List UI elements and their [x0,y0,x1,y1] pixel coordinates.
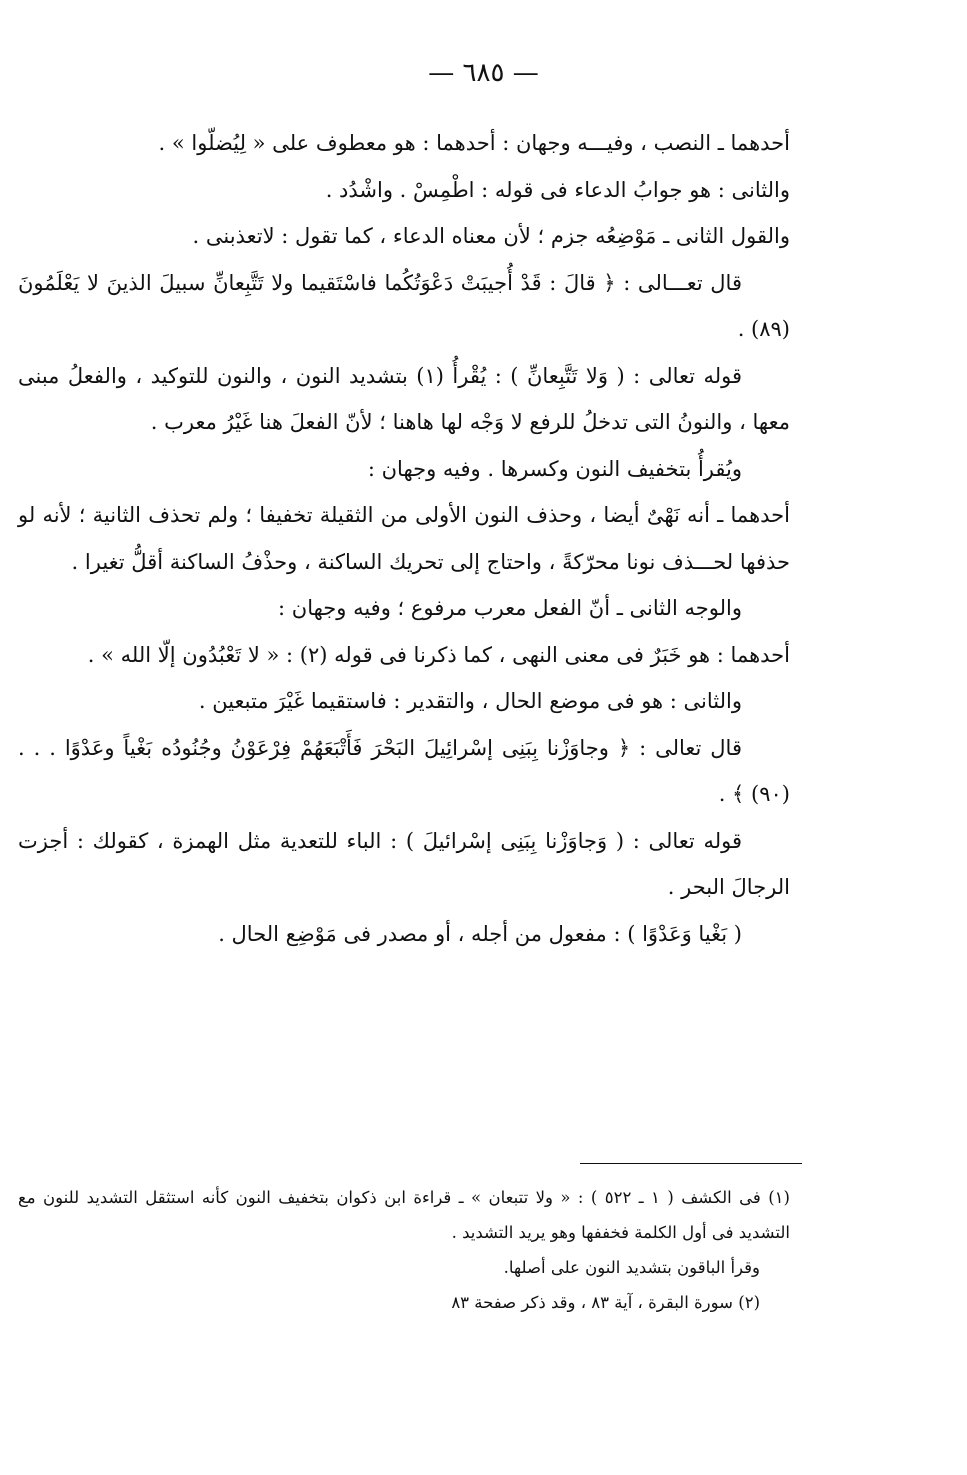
footnote-divider [580,1163,802,1164]
paragraph-11-verse-90: قال تعالى : ﴿ وجاوَزْنا بِبَنِى إسْرائِيلَ البَحْرَ فَأَتْبَعَهُمْ فِرْعَوْنُ وجُنُودُه بَغْياً وعَدْوًا . . . (٩٠) ﴾ . [18,735,790,806]
paragraph-4-verse-89: قال تعـــالى : ﴿ قالَ : قَدْ أُجيبَتْ دَعْوَتُكُما فاسْتَقيما ولا تَتَّبِعانِّ سبيلَ الذينَ لا يَعْلَمُونَ (٨٩) . [18,270,790,341]
paragraph-5: قوله تعالى : ( وَلا تَتَّبِعانِّ ) : يُقْرأُ (١) بتشديد النون ، والنون للتوكيد ، والفعلُ مبنى معها ، والنونُ التى تدخلُ للرفع لا وَجْه لها هاهنا ؛ لأنّ الفعلَ هنا غَيْرُ معرب . [18,363,790,434]
main-text [18,120,790,957]
footnote-1-continued: وقرأ الباقون بتشديد النون على أصلها. [503,1258,760,1277]
paragraph-9: أحدهما : هو خَبَرٌ فى معنى النهى ، كما ذكرنا فى قوله (٢) : « لا تَعْبُدُون إلّا الله » . [87,642,790,667]
paragraph-1: أحدهما ـ النصب ، وفيـــه وجهان : أحدهما : هو معطوف على « لِيُضلّوا » . [158,131,790,155]
footnotes [18,1180,790,1320]
paragraph-10: والثانى : هو فى موضع الحال ، والتقدير : فاستقيما غَيْرَ متبعين . [198,689,742,713]
paragraph-13: ( بَغْيا وَعَدْوًا ) : مفعول من أجله ، أو مصدر فى مَوْضِع الحال . [218,921,742,946]
paragraph-12: قوله تعالى : ( وَجاوَزْنا بِبَنِى إسْرائيلَ ) : الباء للتعدية مثل الهمزة ، كقولك : أجزت الرجالَ البحر . [18,828,790,899]
footnote-2: (٢) سورة البقرة ، آية ٨٣ ، وقد ذكر صفحة ٨٣ [451,1293,760,1312]
paragraph-3: والقول الثانى ـ مَوْضِعُه جزم ؛ لأن معناه الدعاء ، كما تقول : لاتعذبنى . [192,224,790,248]
paragraph-6: ويُقرأُ بتخفيف النون وكسرها . وفيه وجهان : [367,456,742,481]
paragraph-8: والوجه الثانى ـ أنّ الفعل معرب مرفوع ؛ وفيه وجهان : [278,596,742,620]
paragraph-2: والثانى : هو جوابُ الدعاء فى قوله : اطْمِسْ . واشْدُد . [325,177,790,202]
paragraph-7: أحدهما ـ أنه نَهْىٌ أيضا ، وحذف النون الأولى من الثقيلة تخفيفا ؛ ولم تحذف الثانية ؛ لأنه لو حذفها لحـــذف نونا محرّكةً ، واحتاج إلى تحريك الساكنة ، وحذْفُ الساكنة أقلُّ تغيرا . [18,503,790,574]
footnote-1: (١) فى الكشف ( ١ ـ ٥٢٢ ) : « ولا تتبعان » ـ قراءة ابن ذكوان بتخفيف النون كأنه استثقل التشديد للنون مع التشديد فى أول الكلمة فخففها وهو يريد التشديد . [18,1188,790,1242]
page-number: — ٦٨٥ — [428,58,539,88]
